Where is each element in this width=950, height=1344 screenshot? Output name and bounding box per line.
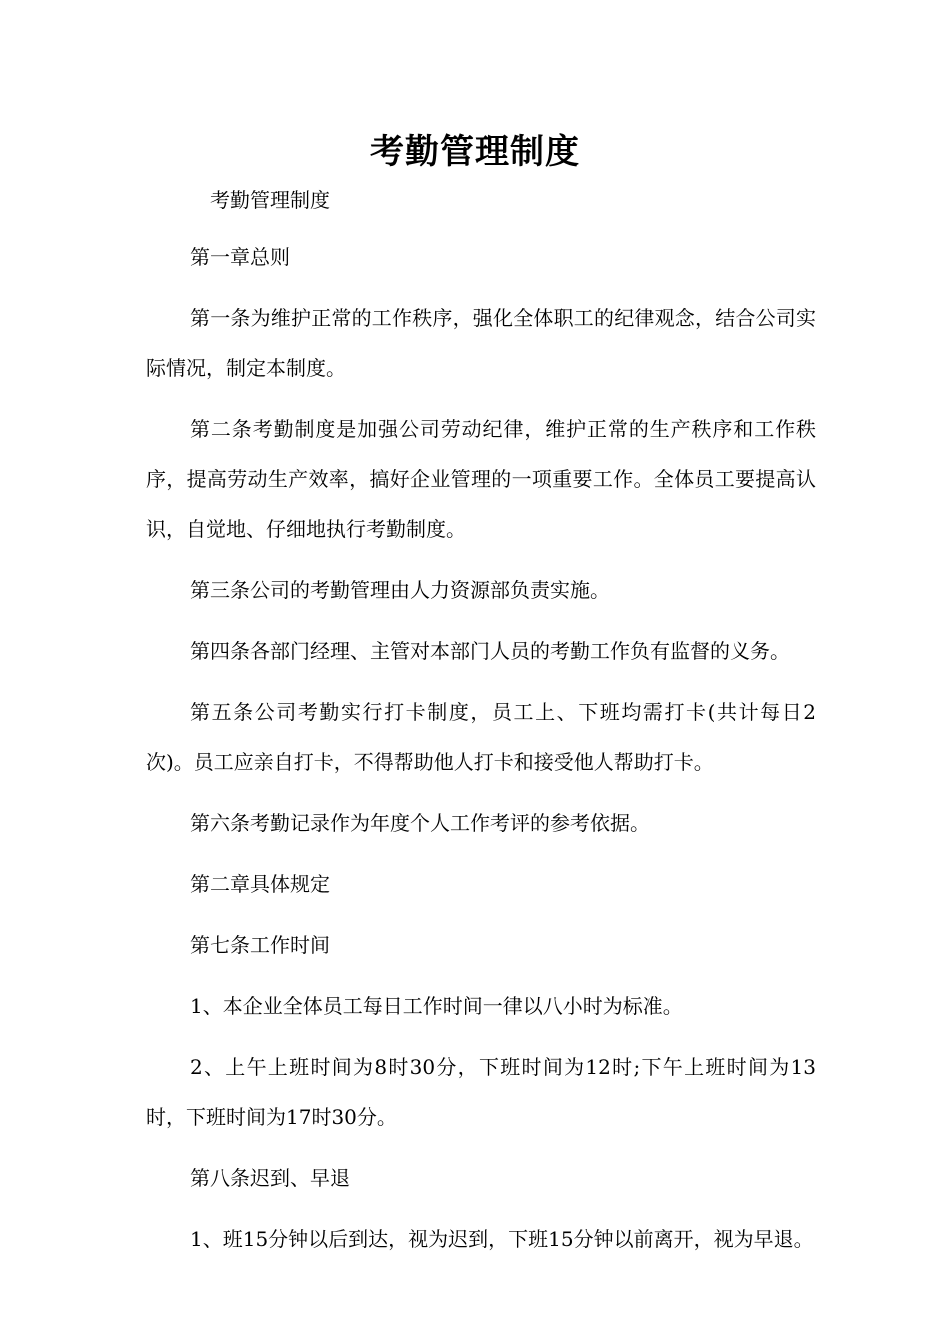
article-3: 第三条公司的考勤管理由人力资源部负责实施。 — [190, 578, 610, 602]
chapter-heading-1: 第一章总则 — [190, 245, 290, 269]
article-7-item-1: 1、本企业全体员工每日工作时间一律以八小时为标准。 — [190, 994, 683, 1018]
article-8-item-1: 1、班15分钟以后到达，视为迟到，下班15分钟以前离开，视为早退。 — [190, 1227, 814, 1251]
article-4: 第四条各部门经理、主管对本部门人员的考勤工作负有监督的义务。 — [190, 639, 790, 663]
article-1: 第一条为维护正常的工作秩序，强化全体职工的纪律观念，结合公司实际情况，制定本制度。 — [146, 306, 816, 380]
article-2: 第二条考勤制度是加强公司劳动纪律，维护正常的生产秩序和工作秩序，提高劳动生产效率，搞好企业管理的一项重要工作。全体员工要提高认识，自觉地、仔细地执行考勤制度。 — [146, 417, 816, 541]
document-title: 考勤管理制度 — [370, 132, 580, 172]
article-6: 第六条考勤记录作为年度个人工作考评的参考依据。 — [190, 811, 650, 835]
chapter-heading-2: 第二章具体规定 — [190, 872, 330, 896]
article-5: 第五条公司考勤实行打卡制度，员工上、下班均需打卡(共计每日2次)。员工应亲自打卡，不得帮助他人打卡和接受他人帮助打卡。 — [146, 700, 816, 774]
document-subtitle: 考勤管理制度 — [210, 188, 330, 212]
document-body — [146, 232, 816, 1275]
article-8-heading: 第八条迟到、早退 — [190, 1166, 350, 1190]
article-7-heading: 第七条工作时间 — [190, 933, 330, 957]
article-7-item-2: 2、上午上班时间为8时30分，下班时间为12时;下午上班时间为13时，下班时间为17时30分。 — [146, 1055, 816, 1129]
